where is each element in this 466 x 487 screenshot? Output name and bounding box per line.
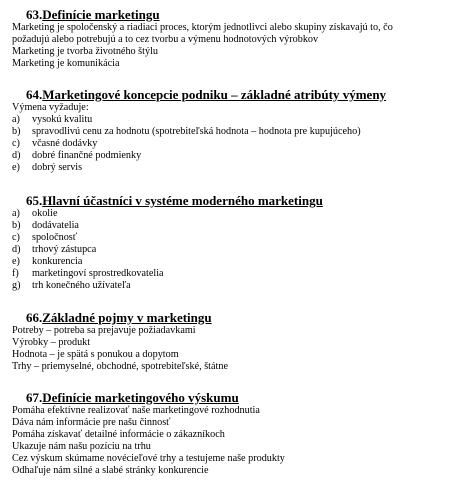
list-item-text: trhový zástupca	[32, 244, 97, 255]
list-item-text: dobré finančné podmienky	[32, 150, 142, 161]
list-item-text: trh konečného užívateľa	[32, 280, 131, 291]
list-item	[12, 150, 457, 162]
text-line: Cez výskum skúmame novécieľové trhy a testujeme naše produkty	[12, 453, 285, 464]
section-heading	[26, 194, 457, 208]
list-marker: c)	[12, 138, 20, 149]
section-65	[12, 194, 457, 292]
list-item	[12, 220, 457, 232]
list-item	[12, 126, 457, 138]
text-line: Marketing je komunikácia	[12, 58, 120, 69]
section-heading	[26, 88, 457, 102]
text-line: Dáva nám informácie pre našu činnosť	[12, 417, 171, 428]
list-item-text: marketingoví sprostredkovatelia	[32, 268, 164, 279]
section-number: 67.	[26, 390, 43, 405]
section-title: Hlavní účastníci v systéme moderného marketingu	[42, 193, 323, 208]
section-number: 64.	[26, 87, 43, 102]
list-item	[12, 114, 457, 126]
text-line: Odhaľuje nám silné a slabé stránky konkurencie	[12, 465, 209, 476]
text-line: požadujú alebo potrebujú a to cez tvorbu a výmenu hodnotových výrobkov	[12, 34, 319, 45]
list-item	[12, 268, 457, 280]
list-marker: c)	[12, 232, 20, 243]
list-item-text: spravodlivú cenu za hodnotu (spotrebiteľská hodnota – hodnota pre kupujúceho)	[32, 126, 361, 137]
list-item	[12, 138, 457, 150]
text-line: Potreby – potreba sa prejavuje požiadavkami	[12, 325, 196, 336]
section-title: Definície marketingového výskumu	[42, 390, 239, 405]
list-marker: d)	[12, 150, 21, 161]
section-title: Základné pojmy v marketingu	[42, 310, 212, 325]
section-66	[12, 311, 457, 373]
list-item-text: konkurencia	[32, 256, 83, 267]
list-marker: e)	[12, 256, 20, 267]
text-line: Výrobky – produkt	[12, 337, 91, 348]
list-item	[12, 280, 457, 292]
list-item	[12, 244, 457, 256]
list-marker: a)	[12, 208, 20, 219]
section-63	[12, 8, 457, 70]
text-line: Hodnota – je spätá s ponukou a dopytom	[12, 349, 179, 360]
section-heading	[26, 8, 457, 22]
section-64	[12, 88, 457, 174]
list-item-text: vysokú kvalitu	[32, 114, 93, 125]
text-line: Marketing je tvorba životného štýlu	[12, 46, 158, 57]
section-heading	[26, 311, 457, 325]
list-marker: b)	[12, 126, 21, 137]
list-item-text: dodávatelia	[32, 220, 79, 231]
section-title: Definície marketingu	[42, 7, 160, 22]
section-number: 65.	[26, 193, 43, 208]
list-item	[12, 256, 457, 268]
list-item-text: spoločnosť	[32, 232, 78, 243]
list-item	[12, 232, 457, 244]
list-intro: Výmena vyžaduje:	[12, 102, 89, 113]
text-line: Pomáha efektívne realizovať naše marketingové rozhodnutia	[12, 405, 260, 416]
text-line: Trhy – priemyselné, obchodné, spotrebiteľské, štátne	[12, 361, 228, 372]
list-marker: g)	[12, 280, 21, 291]
list-marker: f)	[12, 268, 19, 279]
list-item-text: včasné dodávky	[32, 138, 98, 149]
list-marker: d)	[12, 244, 21, 255]
text-line: Marketing je spoločenský a riadiaci proces, ktorým jednotlivci alebo skupiny získavajú to, čo	[12, 22, 393, 33]
section-number: 66.	[26, 310, 43, 325]
text-line: Ukazuje nám našu pozíciu na trhu	[12, 441, 151, 452]
list-item	[12, 208, 457, 220]
list-marker: b)	[12, 220, 21, 231]
section-heading	[26, 391, 457, 405]
text-line: Pomáha získavať detailné informácie o zákazníkoch	[12, 429, 225, 440]
list-marker: e)	[12, 162, 20, 173]
list-item	[12, 162, 457, 174]
section-title: Marketingové koncepcie podniku – základné atribúty výmeny	[42, 87, 387, 102]
section-67	[12, 391, 457, 477]
section-number: 63.	[26, 7, 43, 22]
list-item-text: okolie	[32, 208, 58, 219]
list-marker: a)	[12, 114, 20, 125]
list-item-text: dobrý servis	[32, 162, 83, 173]
